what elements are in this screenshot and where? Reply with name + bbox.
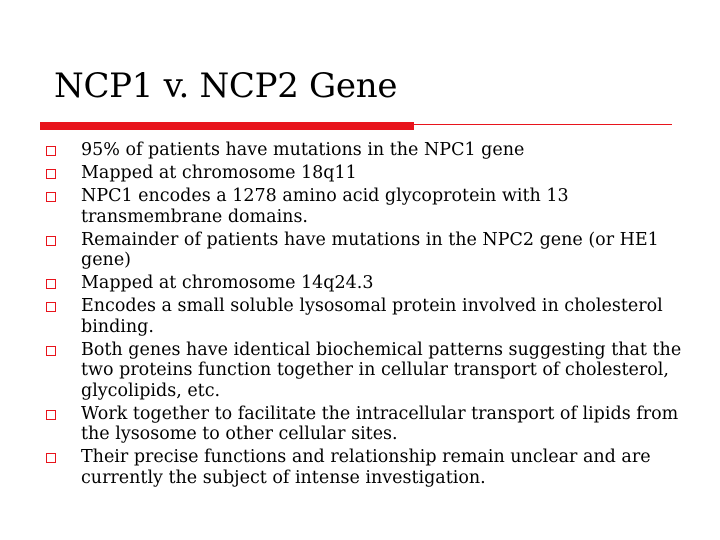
bullet-text: NPC1 encodes a 1278 amino acid glycoprotein with 13 transmembrane domains. (81, 186, 569, 227)
bullet-text: Both genes have identical biochemical patterns suggesting that the two proteins function together in cellular transport of cholesterol, glycolipids, etc. (81, 339, 682, 401)
bullet-item (44, 140, 684, 161)
bullet-item (44, 296, 684, 337)
bullet-item (44, 230, 684, 271)
square-bullet-icon (46, 169, 56, 179)
bullet-item (44, 163, 684, 184)
bullet-item (44, 404, 684, 445)
bullet-text: Mapped at chromosome 14q24.3 (81, 273, 374, 293)
bullet-item (44, 340, 684, 402)
title-accent-line (414, 124, 672, 125)
square-bullet-icon (46, 279, 56, 289)
bullet-item (44, 186, 684, 227)
bullet-item (44, 273, 684, 294)
bullet-text: Work together to facilitate the intracellular transport of lipids from the lysosome to other cellular sites. (81, 403, 679, 444)
bullet-text: Mapped at chromosome 18q11 (81, 163, 357, 183)
square-bullet-icon (46, 410, 56, 420)
bullet-text: Remainder of patients have mutations in the NPC2 gene (or HE1 gene) (81, 229, 659, 270)
slide-title: NCP1 v. NCP2 Gene (54, 66, 398, 106)
square-bullet-icon (46, 346, 56, 356)
square-bullet-icon (46, 192, 56, 202)
bullet-list (44, 140, 684, 491)
square-bullet-icon (46, 302, 56, 312)
title-accent-bar (40, 122, 414, 130)
square-bullet-icon (46, 146, 56, 156)
square-bullet-icon (46, 453, 56, 463)
bullet-text: 95% of patients have mutations in the NPC1 gene (81, 140, 525, 160)
square-bullet-icon (46, 236, 56, 246)
bullet-item (44, 447, 684, 488)
bullet-text: Encodes a small soluble lysosomal protein involved in cholesterol binding. (81, 296, 663, 337)
bullet-text: Their precise functions and relationship remain unclear and are currently the subject of intense investigation. (81, 447, 651, 488)
